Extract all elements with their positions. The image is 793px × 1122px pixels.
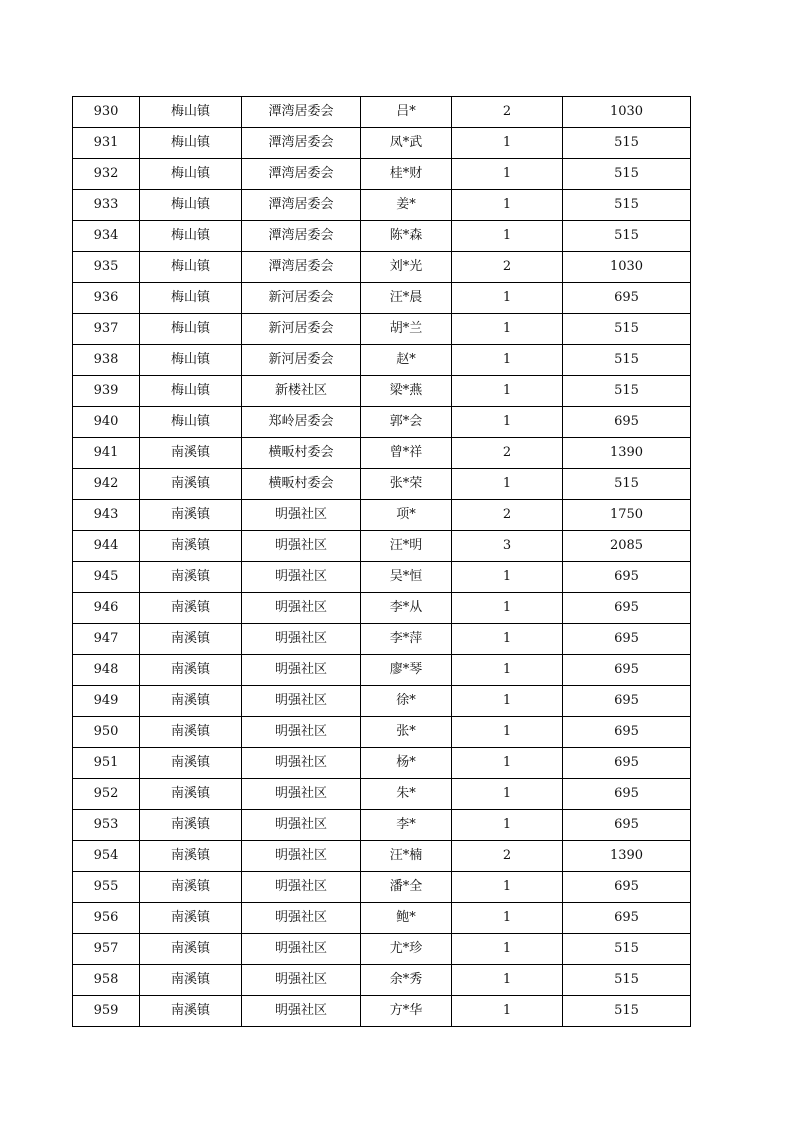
table-row (73, 686, 691, 717)
name-cell: 汪*楠 (361, 841, 452, 872)
amount-cell: 1390 (563, 841, 691, 872)
table-row (73, 872, 691, 903)
count-cell: 1 (452, 562, 563, 593)
row-number-cell: 950 (73, 717, 140, 748)
town-cell: 梅山镇 (140, 283, 242, 314)
row-number-cell: 944 (73, 531, 140, 562)
row-number-cell: 953 (73, 810, 140, 841)
count-cell: 2 (452, 500, 563, 531)
community-cell: 明强社区 (242, 779, 361, 810)
amount-cell: 695 (563, 407, 691, 438)
name-cell: 徐* (361, 686, 452, 717)
row-number-cell: 938 (73, 345, 140, 376)
row-number-cell: 943 (73, 500, 140, 531)
table-row (73, 593, 691, 624)
count-cell: 1 (452, 686, 563, 717)
community-cell: 明强社区 (242, 593, 361, 624)
name-cell: 李* (361, 810, 452, 841)
count-cell: 1 (452, 407, 563, 438)
row-number-cell: 931 (73, 128, 140, 159)
row-number-cell: 940 (73, 407, 140, 438)
count-cell: 1 (452, 934, 563, 965)
row-number-cell: 956 (73, 903, 140, 934)
town-cell: 梅山镇 (140, 376, 242, 407)
town-cell: 南溪镇 (140, 624, 242, 655)
town-cell: 梅山镇 (140, 128, 242, 159)
count-cell: 1 (452, 624, 563, 655)
count-cell: 1 (452, 810, 563, 841)
row-number-cell: 946 (73, 593, 140, 624)
name-cell: 汪*晨 (361, 283, 452, 314)
community-cell: 潭湾居委会 (242, 221, 361, 252)
amount-cell: 1390 (563, 438, 691, 469)
community-cell: 明强社区 (242, 624, 361, 655)
community-cell: 新楼社区 (242, 376, 361, 407)
town-cell: 梅山镇 (140, 252, 242, 283)
count-cell: 1 (452, 159, 563, 190)
amount-cell: 515 (563, 996, 691, 1027)
table-row (73, 810, 691, 841)
community-cell: 潭湾居委会 (242, 252, 361, 283)
town-cell: 南溪镇 (140, 717, 242, 748)
town-cell: 南溪镇 (140, 562, 242, 593)
count-cell: 1 (452, 748, 563, 779)
town-cell: 南溪镇 (140, 469, 242, 500)
town-cell: 南溪镇 (140, 965, 242, 996)
table-row (73, 190, 691, 221)
community-cell: 明强社区 (242, 841, 361, 872)
amount-cell: 695 (563, 686, 691, 717)
count-cell: 1 (452, 221, 563, 252)
amount-cell: 515 (563, 934, 691, 965)
count-cell: 1 (452, 190, 563, 221)
community-cell: 潭湾居委会 (242, 159, 361, 190)
count-cell: 1 (452, 903, 563, 934)
town-cell: 梅山镇 (140, 221, 242, 252)
name-cell: 李*从 (361, 593, 452, 624)
count-cell: 1 (452, 717, 563, 748)
community-cell: 新河居委会 (242, 314, 361, 345)
town-cell: 南溪镇 (140, 872, 242, 903)
table-row (73, 252, 691, 283)
town-cell: 南溪镇 (140, 655, 242, 686)
name-cell: 廖*琴 (361, 655, 452, 686)
amount-cell: 695 (563, 779, 691, 810)
count-cell: 2 (452, 97, 563, 128)
amount-cell: 515 (563, 314, 691, 345)
town-cell: 南溪镇 (140, 841, 242, 872)
table-row (73, 841, 691, 872)
row-number-cell: 945 (73, 562, 140, 593)
row-number-cell: 942 (73, 469, 140, 500)
count-cell: 1 (452, 779, 563, 810)
community-cell: 明强社区 (242, 655, 361, 686)
name-cell: 张* (361, 717, 452, 748)
table-row (73, 624, 691, 655)
count-cell: 1 (452, 314, 563, 345)
table-row (73, 221, 691, 252)
community-cell: 明强社区 (242, 934, 361, 965)
table-body (73, 97, 691, 1027)
name-cell: 汪*明 (361, 531, 452, 562)
amount-cell: 695 (563, 283, 691, 314)
town-cell: 南溪镇 (140, 531, 242, 562)
table-row (73, 469, 691, 500)
name-cell: 方*华 (361, 996, 452, 1027)
table-row (73, 314, 691, 345)
name-cell: 胡*兰 (361, 314, 452, 345)
town-cell: 南溪镇 (140, 500, 242, 531)
row-number-cell: 934 (73, 221, 140, 252)
amount-cell: 695 (563, 717, 691, 748)
town-cell: 南溪镇 (140, 996, 242, 1027)
amount-cell: 695 (563, 810, 691, 841)
name-cell: 刘*光 (361, 252, 452, 283)
community-cell: 明强社区 (242, 810, 361, 841)
amount-cell: 515 (563, 469, 691, 500)
name-cell: 潘*全 (361, 872, 452, 903)
amount-cell: 515 (563, 965, 691, 996)
name-cell: 余*秀 (361, 965, 452, 996)
community-cell: 明强社区 (242, 996, 361, 1027)
table-row (73, 996, 691, 1027)
table-row (73, 438, 691, 469)
table-row (73, 283, 691, 314)
community-cell: 明强社区 (242, 748, 361, 779)
community-cell: 新河居委会 (242, 345, 361, 376)
community-cell: 明强社区 (242, 500, 361, 531)
amount-cell: 1030 (563, 252, 691, 283)
amount-cell: 695 (563, 903, 691, 934)
table-row (73, 779, 691, 810)
row-number-cell: 932 (73, 159, 140, 190)
name-cell: 尤*珍 (361, 934, 452, 965)
row-number-cell: 936 (73, 283, 140, 314)
count-cell: 2 (452, 252, 563, 283)
count-cell: 3 (452, 531, 563, 562)
table-row (73, 965, 691, 996)
row-number-cell: 959 (73, 996, 140, 1027)
row-number-cell: 941 (73, 438, 140, 469)
town-cell: 南溪镇 (140, 903, 242, 934)
town-cell: 梅山镇 (140, 97, 242, 128)
table-row (73, 345, 691, 376)
count-cell: 1 (452, 593, 563, 624)
name-cell: 陈*森 (361, 221, 452, 252)
town-cell: 梅山镇 (140, 407, 242, 438)
count-cell: 1 (452, 655, 563, 686)
table-row (73, 717, 691, 748)
table-row (73, 97, 691, 128)
row-number-cell: 949 (73, 686, 140, 717)
table-row (73, 903, 691, 934)
amount-cell: 695 (563, 562, 691, 593)
table-row (73, 407, 691, 438)
amount-cell: 515 (563, 159, 691, 190)
amount-cell: 515 (563, 221, 691, 252)
town-cell: 南溪镇 (140, 779, 242, 810)
town-cell: 南溪镇 (140, 438, 242, 469)
count-cell: 1 (452, 128, 563, 159)
town-cell: 梅山镇 (140, 314, 242, 345)
row-number-cell: 954 (73, 841, 140, 872)
name-cell: 梁*燕 (361, 376, 452, 407)
community-cell: 明强社区 (242, 531, 361, 562)
amount-cell: 515 (563, 128, 691, 159)
amount-cell: 695 (563, 748, 691, 779)
community-cell: 明强社区 (242, 686, 361, 717)
count-cell: 1 (452, 996, 563, 1027)
count-cell: 2 (452, 438, 563, 469)
row-number-cell: 933 (73, 190, 140, 221)
table-row (73, 655, 691, 686)
community-cell: 明强社区 (242, 717, 361, 748)
table-row (73, 562, 691, 593)
name-cell: 杨* (361, 748, 452, 779)
amount-cell: 515 (563, 190, 691, 221)
table-row (73, 531, 691, 562)
name-cell: 李*萍 (361, 624, 452, 655)
row-number-cell: 947 (73, 624, 140, 655)
community-cell: 明强社区 (242, 872, 361, 903)
row-number-cell: 955 (73, 872, 140, 903)
table-row (73, 376, 691, 407)
amount-cell: 695 (563, 655, 691, 686)
count-cell: 1 (452, 283, 563, 314)
community-cell: 潭湾居委会 (242, 128, 361, 159)
town-cell: 南溪镇 (140, 686, 242, 717)
table-row (73, 934, 691, 965)
count-cell: 1 (452, 965, 563, 996)
community-cell: 横畈村委会 (242, 438, 361, 469)
row-number-cell: 957 (73, 934, 140, 965)
amount-cell: 515 (563, 376, 691, 407)
amount-cell: 695 (563, 593, 691, 624)
name-cell: 吕* (361, 97, 452, 128)
row-number-cell: 951 (73, 748, 140, 779)
amount-cell: 1750 (563, 500, 691, 531)
town-cell: 梅山镇 (140, 345, 242, 376)
data-table (72, 96, 691, 1027)
name-cell: 凤*武 (361, 128, 452, 159)
town-cell: 南溪镇 (140, 593, 242, 624)
name-cell: 张*荣 (361, 469, 452, 500)
community-cell: 明强社区 (242, 903, 361, 934)
community-cell: 新河居委会 (242, 283, 361, 314)
community-cell: 潭湾居委会 (242, 190, 361, 221)
row-number-cell: 952 (73, 779, 140, 810)
name-cell: 吴*恒 (361, 562, 452, 593)
amount-cell: 515 (563, 345, 691, 376)
row-number-cell: 948 (73, 655, 140, 686)
name-cell: 曾*祥 (361, 438, 452, 469)
name-cell: 赵* (361, 345, 452, 376)
count-cell: 1 (452, 469, 563, 500)
table-row (73, 500, 691, 531)
row-number-cell: 930 (73, 97, 140, 128)
count-cell: 2 (452, 841, 563, 872)
community-cell: 明强社区 (242, 562, 361, 593)
town-cell: 梅山镇 (140, 159, 242, 190)
name-cell: 桂*财 (361, 159, 452, 190)
amount-cell: 1030 (563, 97, 691, 128)
amount-cell: 2085 (563, 531, 691, 562)
community-cell: 潭湾居委会 (242, 97, 361, 128)
town-cell: 南溪镇 (140, 810, 242, 841)
count-cell: 1 (452, 376, 563, 407)
name-cell: 朱* (361, 779, 452, 810)
town-cell: 南溪镇 (140, 934, 242, 965)
table-row (73, 159, 691, 190)
amount-cell: 695 (563, 624, 691, 655)
community-cell: 明强社区 (242, 965, 361, 996)
row-number-cell: 958 (73, 965, 140, 996)
name-cell: 姜* (361, 190, 452, 221)
count-cell: 1 (452, 872, 563, 903)
name-cell: 项* (361, 500, 452, 531)
row-number-cell: 935 (73, 252, 140, 283)
community-cell: 横畈村委会 (242, 469, 361, 500)
town-cell: 梅山镇 (140, 190, 242, 221)
community-cell: 郑岭居委会 (242, 407, 361, 438)
town-cell: 南溪镇 (140, 748, 242, 779)
row-number-cell: 939 (73, 376, 140, 407)
name-cell: 鲍* (361, 903, 452, 934)
row-number-cell: 937 (73, 314, 140, 345)
table-row (73, 748, 691, 779)
name-cell: 郭*会 (361, 407, 452, 438)
table-row (73, 128, 691, 159)
amount-cell: 695 (563, 872, 691, 903)
count-cell: 1 (452, 345, 563, 376)
